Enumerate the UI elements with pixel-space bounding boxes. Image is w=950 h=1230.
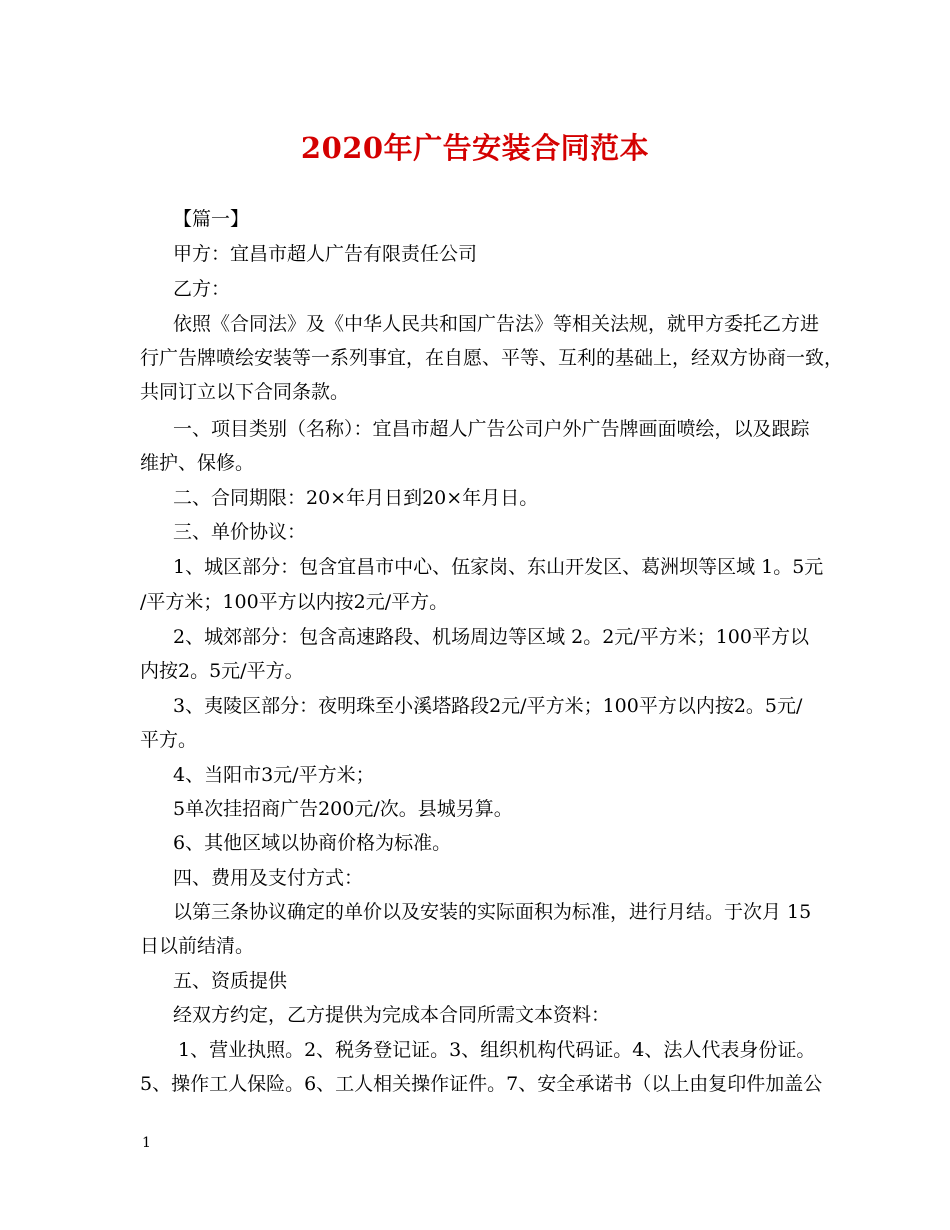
paragraph-line: 共同订立以下合同条款。: [140, 381, 350, 403]
party-a-line: 甲方：宜昌市超人广告有限责任公司: [173, 243, 478, 265]
paragraph-line: 日以前结清。: [140, 935, 255, 957]
party-b-line: 乙方：: [173, 278, 231, 300]
paragraph-line: 二、合同期限：20×年月日到20×年月日。: [173, 487, 539, 509]
paragraph-line: 行广告牌喷绘安装等一系列事宜，在自愿、平等、互利的基础上，经双方协商一致，: [140, 347, 844, 369]
paragraph-line: 内按2。5元/平方。: [140, 660, 304, 682]
page-number: 1: [142, 1135, 151, 1151]
paragraph-line: 平方。: [140, 729, 198, 751]
document-title: 2020年广告安装合同范本: [300, 131, 650, 165]
paragraph-line: 1、营业执照。2、税务登记证。3、组织机构代码证。4、法人代表身份证。: [178, 1039, 816, 1061]
paragraph-line: 以第三条协议确定的单价以及安装的实际面积为标准，进行月结。于次月 15: [173, 901, 812, 923]
paragraph-line: 6、其他区域以协商价格为标准。: [173, 832, 452, 854]
paragraph-line: 1、城区部分：包含宜昌市中心、伍家岗、东山开发区、葛洲坝等区域 1。5元: [173, 556, 824, 578]
paragraph-line: 一、项目类别（名称）：宜昌市超人广告公司户外广告牌画面喷绘，以及跟踪: [173, 418, 810, 440]
paragraph-line: 2、城郊部分：包含高速路段、机场周边等区域 2。2元/平方米；100平方以: [173, 626, 809, 648]
paragraph-line: 四、费用及支付方式：: [173, 867, 364, 889]
paragraph-line: 三、单价协议：: [173, 521, 307, 543]
paragraph-line: 依照《合同法》及《中华人民共和国广告法》等相关法规，就甲方委托乙方进: [173, 313, 820, 335]
paragraph-line: 3、夷陵区部分：夜明珠至小溪塔路段2元/平方米；100平方以内按2。5元/: [173, 695, 803, 717]
section-heading: 【篇一】: [173, 208, 250, 230]
paragraph-line: 5、操作工人保险。6、工人相关操作证件。7、安全承诺书（以上由复印件加盖公: [140, 1073, 823, 1095]
paragraph-line: 4、当阳市3元/平方米；: [173, 764, 375, 786]
paragraph-line: 五、资质提供: [173, 970, 288, 992]
paragraph-line: /平方米；100平方以内按2元/平方。: [140, 591, 449, 613]
paragraph-line: 维护、保修。: [140, 452, 255, 474]
paragraph-line: 5单次挂招商广告200元/次。县城另算。: [173, 798, 513, 820]
paragraph-line: 经双方约定，乙方提供为完成本合同所需文本资料：: [173, 1004, 611, 1026]
